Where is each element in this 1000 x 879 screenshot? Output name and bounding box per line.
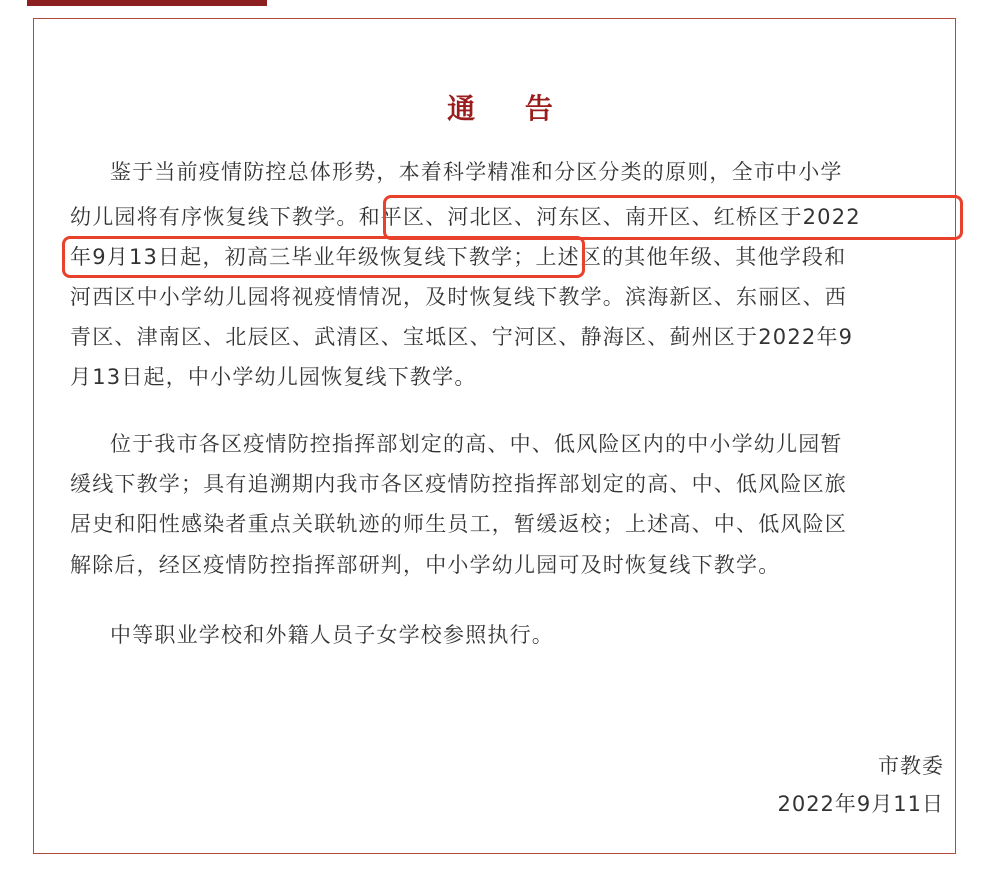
paragraph-line: 中等职业学校和外籍人员子女学校参照执行。 — [110, 623, 554, 647]
paragraph-line: 幼儿园将有序恢复线下教学。和平区、河北区、河东区、南开区、红桥区于2022 — [70, 205, 861, 229]
highlight-box-top — [383, 195, 963, 240]
paragraph-line: 青区、津南区、北辰区、武清区、宝坻区、宁河区、静海区、蓟州区于2022年9 — [70, 325, 854, 349]
paragraph-line: 河西区中小学幼儿园将视疫情情况，及时恢复线下教学。滨海新区、东丽区、西 — [70, 285, 847, 309]
paragraph-line: 月13日起，中小学幼儿园恢复线下教学。 — [70, 365, 477, 389]
paragraph-line: 居史和阳性感染者重点关联轨迹的师生员工，暂缓返校；上述高、中、低风险区 — [70, 512, 847, 536]
paragraph-line: 年9月13日起，初高三毕业年级恢复线下教学；上述区的其他年级、其他学段和 — [70, 245, 847, 269]
issuer-name: 市教委 — [878, 754, 944, 778]
highlight-box-bottom — [62, 236, 585, 278]
notice-title: 通 告 — [447, 92, 573, 125]
paragraph-line: 鉴于当前疫情防控总体形势，本着科学精准和分区分类的原则，全市中小学 — [110, 160, 843, 184]
paragraph-line: 缓线下教学；具有追溯期内我市各区疫情防控指挥部划定的高、中、低风险区旅 — [70, 472, 847, 496]
paragraph-line: 解除后，经区疫情防控指挥部研判，中小学幼儿园可及时恢复线下教学。 — [70, 553, 781, 577]
top-accent-bar — [27, 0, 267, 6]
issue-date: 2022年9月11日 — [777, 792, 944, 816]
paragraph-line: 位于我市各区疫情防控指挥部划定的高、中、低风险区内的中小学幼儿园暂 — [110, 432, 843, 456]
